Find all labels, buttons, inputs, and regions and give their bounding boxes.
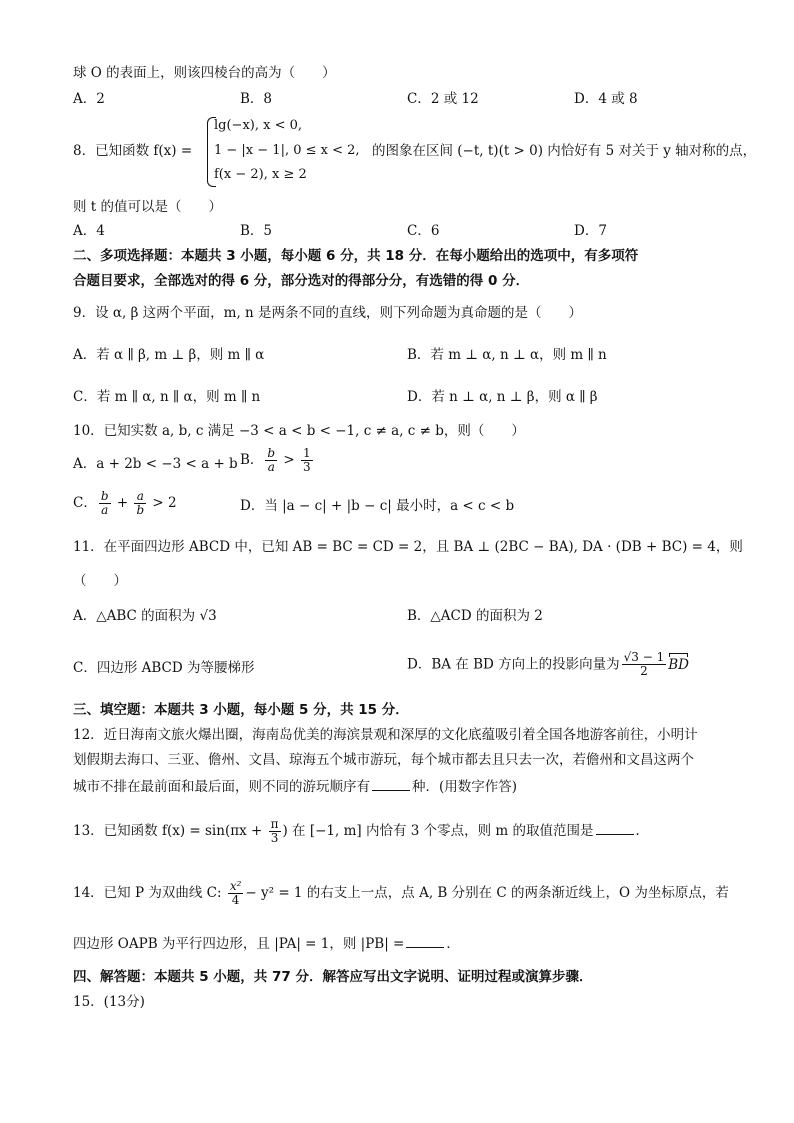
q7-option-c: C．2 或 12 <box>407 91 479 107</box>
q8-option-c: C．6 <box>407 223 440 239</box>
answer-blank-q12 <box>372 776 410 791</box>
q11-stem-cont: （ ） <box>73 573 127 589</box>
q8-prefix: 8．已知函数 f(x) = <box>73 143 193 159</box>
q10-stem: 10．已知实数 a, b, c 满足 −3 < a < b < −1, c ≠ a, c ≠ b，则（ ） <box>73 423 525 439</box>
q8-piece-1: lg(−x), x < 0, <box>214 118 303 133</box>
q12-line1: 12．近日海南文旅火爆出圈，海南岛优美的海滨景观和深厚的文化底蕴吸引着全国各地游客前往，小明计 <box>73 727 698 743</box>
q14-line2: 四边形 OAPB 为平行四边形，且 |PA| = 1，则 |PB| = ． <box>73 933 460 953</box>
frac-b-over-a: $\frac{b}{a}$ <box>267 446 276 474</box>
section-4-heading: 四、解答题：本题共 5 小题，共 77 分．解答应写出文字说明、证明过程或演算步骤． <box>73 969 593 985</box>
frac-b-over-a-2: $\frac{b}{a}$ <box>100 489 109 517</box>
frac-projection: $\frac{√3 - 1}{2}$ <box>623 650 665 678</box>
q13-stem: 13．已知函数 f(x) = sin(πx + $\frac{\pi}{3}$ ) 在 [−1, m] 内恰有 3 个零点，则 m 的取值范围是 ． <box>73 817 650 845</box>
q12-line3: 城市不排在最前面和最后面，则不同的游玩顺序有 种．(用数字作答) <box>73 776 517 796</box>
q12-line2: 划假期去海口、三亚、儋州、文昌、琼海五个城市游玩，每个城市都去且只去一次，若儋州和文昌这两个 <box>73 752 694 768</box>
frac-x2-over-4: $\frac{\text{x²}}{4}$ <box>229 879 242 907</box>
q9-option-c: C．若 m ∥ α, n ∥ α，则 m ∥ n <box>73 389 261 405</box>
section-2-heading: 二、多项选择题：本题共 3 小题，每小题 6 分，共 18 分．在每小题给出的选项中，有多项符 <box>73 248 639 264</box>
q8-suffix: 的图象在区间 (−t, t)(t > 0) 内恰好有 5 对关于 y 轴对称的点， <box>372 143 757 159</box>
q8-piece-2: 1 − |x − 1|, 0 ≤ x < 2, <box>214 143 360 158</box>
q8-option-b: B．5 <box>240 223 273 239</box>
q11-option-d: D．BA 在 BD 方向上的投影向量为 $\frac{√3 - 1}{2}$ BD <box>407 650 689 678</box>
q7-option-a: A．2 <box>73 91 105 107</box>
q11-option-a: A．△ABC 的面积为 √3 <box>73 608 217 624</box>
q10-option-c: C． $\frac{b}{a}$ + $\frac{a}{b}$ > 2 <box>73 489 177 517</box>
q9-option-b: B．若 m ⊥ α, n ⊥ α，则 m ∥ n <box>407 347 607 363</box>
q8-line2: 则 t 的值可以是（ ） <box>73 199 223 215</box>
q14-stem: 14．已知 P 为双曲线 C: $\frac{\text{x²}}{4}$ − y² = 1 的右支上一点，点 A, B 分别在 C 的两条渐近线上，O 为坐标原点，若 <box>73 879 729 907</box>
q15-stem: 15．(13分) <box>73 994 145 1010</box>
vector-bd: BD <box>668 656 689 673</box>
q10-option-d: D．当 |a − c| + |b − c| 最小时，a < c < b <box>240 498 515 514</box>
q10-option-b: B． $\frac{b}{a}$ > $\frac{1}{3}$ <box>240 446 311 474</box>
q9-option-d: D．若 n ⊥ α, n ⊥ β，则 α ∥ β <box>407 389 598 405</box>
q11-option-c: C．四边形 ABCD 为等腰梯形 <box>73 660 255 676</box>
frac-a-over-b: $\frac{a}{b}$ <box>136 489 145 517</box>
q8-option-a: A．4 <box>73 223 105 239</box>
q11-stem: 11．在平面四边形 ABCD 中，已知 AB = BC = CD = 2，且 BA ⊥ (2BC − BA), DA · (DB + BC) = 4，则 <box>73 539 743 555</box>
q10-option-a: A．a + 2b < −3 < a + b <box>73 456 238 472</box>
q11-option-b: B．△ACD 的面积为 2 <box>407 608 543 624</box>
section-3-heading: 三、填空题：本题共 3 小题，每小题 5 分，共 15 分． <box>73 702 409 718</box>
q8-piece-3: f(x − 2), x ≥ 2 <box>214 167 307 182</box>
q9-option-a: A．若 α ∥ β, m ⊥ β，则 m ∥ α <box>73 347 265 363</box>
q7-option-b: B．8 <box>240 91 273 107</box>
q7-option-d: D．4 或 8 <box>574 91 638 107</box>
answer-blank-q14 <box>406 933 444 948</box>
frac-one-third: $\frac{1}{3}$ <box>303 446 311 474</box>
q7-tail: 球 O 的表面上，则该四棱台的高为（ ） <box>73 65 336 81</box>
q8-option-d: D．7 <box>574 223 607 239</box>
section-2-heading-cont: 合题目要求，全部选对的得 6 分，部分选对的得部分分，有选错的得 0 分． <box>73 273 530 289</box>
answer-blank-q13 <box>596 820 634 835</box>
frac-pi-over-3: $\frac{\pi}{3}$ <box>270 817 279 845</box>
q9-stem: 9．设 α, β 这两个平面，m, n 是两条不同的直线，则下列命题为真命题的是（ ） <box>73 305 583 321</box>
